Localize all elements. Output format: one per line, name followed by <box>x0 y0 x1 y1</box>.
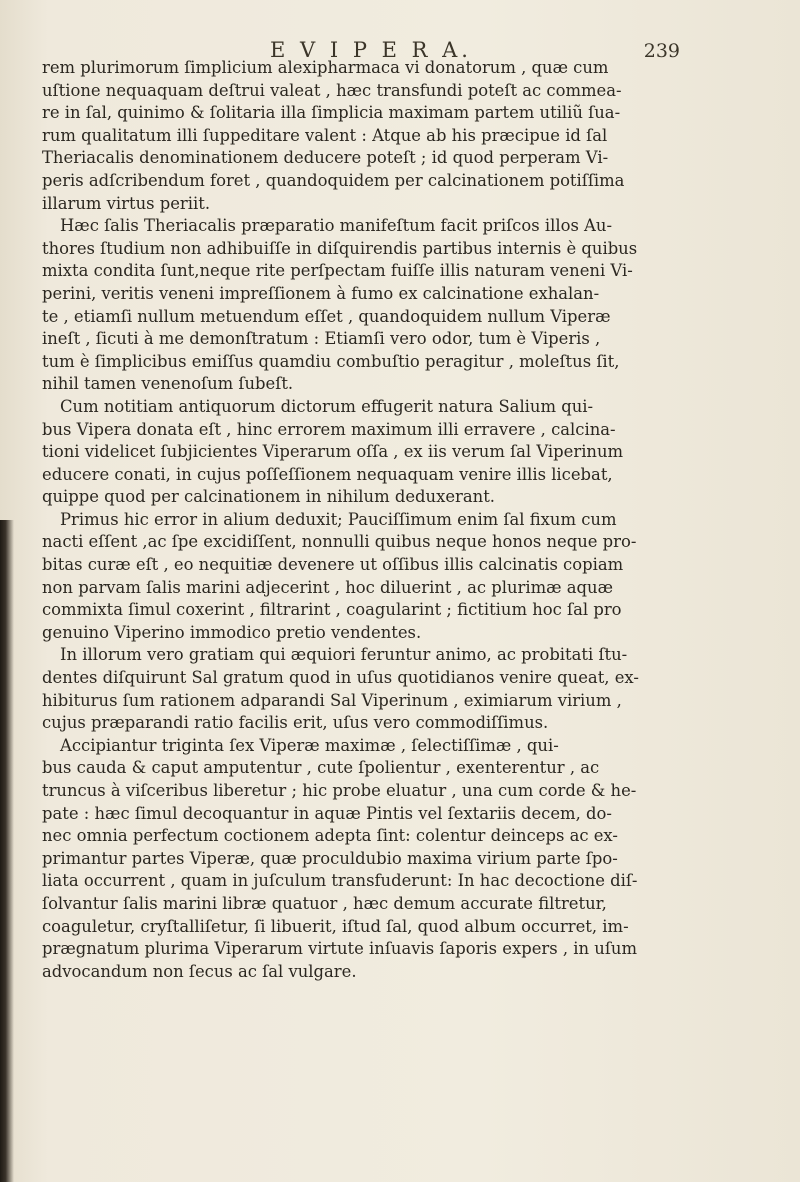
text-line: Cum notitiam antiquorum dictorum effugerit natura Salium qui- <box>60 396 594 416</box>
text-line: illarum virtus periit. <box>42 193 211 213</box>
text-line: non parvam ſalis marini adjecerint , hoc diluerint , ac plurimæ aquæ <box>42 577 614 597</box>
text-line: tum è ſimplicibus emiſſus quamdiu combuſtio peragitur , moleſtus ſit, <box>42 351 620 371</box>
text-body <box>42 57 682 983</box>
text-line: rem plurimorum ſimplicium alexipharmaca vi donatorum , quæ cum <box>42 58 609 77</box>
text-line: Hæc ſalis Theriacalis præparatio manifeſtum facit priſcos illos Au- <box>60 216 612 236</box>
text-line: truncus à viſceribus liberetur ; hic probe eluatur , una cum corde & he- <box>42 781 637 800</box>
text-line: tioni videlicet ſubjicientes Viperarum oſſa , ex iis verum ſal Viperinum <box>42 442 624 462</box>
text-line: commixta ſimul coxerint , filtrarint , coagularint ; fictitium hoc ſal pro <box>42 600 622 620</box>
text-line: te , etiamſi nullum metuendum eſſet , quandoquidem nullum Viperæ <box>42 306 611 326</box>
text-line: bus Vipera donata eſt , hinc errorem maximum illi erravere , calcina- <box>42 419 616 439</box>
text-line: dentes diſquirunt Sal gratum quod in uſus quotidianos venire queat, ex- <box>42 668 639 688</box>
text-line: re in ſal, quinimo & ſolitaria illa ſimplicia maximam partem utiliũ ſua- <box>42 103 621 123</box>
text-line: Accipiantur triginta ſex Viperæ maximæ , ſelectiſſimæ , qui- <box>60 735 559 755</box>
text-line: thores ſtudium non adhibuiſſe in diſquirendis partibus internis è quibus <box>42 238 638 258</box>
text-line: liata occurrent , quam in juſculum transfuderunt: In hac decoctione diſ- <box>42 871 638 891</box>
text-line: Theriacalis denominationem deducere poteſt ; id quod perperam Vi- <box>42 148 609 168</box>
text-line: prægnatum plurima Viperarum virtute inſuavis ſaporis expers , in uſum <box>42 939 638 959</box>
running-head: E V I P E R A. <box>270 38 472 62</box>
text-line: mixta condita ſunt,neque rite perſpectam fuiſſe illis naturam veneni Vi- <box>42 261 633 281</box>
text-line: quippe quod per calcinationem in nihilum deduxerant. <box>42 487 495 507</box>
page-number: 239 <box>643 40 680 62</box>
text-line: bitas curæ eſt , eo nequitiæ devenere ut oſſibus illis calcinatis copiam <box>42 555 624 575</box>
text-line: hibiturus ſum rationem adparandi Sal Viperinum , eximiarum virium , <box>42 690 622 710</box>
text-line: Primus hic error in alium deduxit; Pauciſſimum enim ſal fixum cum <box>60 509 617 529</box>
text-line: genuino Viperino immodico pretio vendentes. <box>42 622 422 642</box>
text-line: nec omnia perfectum coctionem adepta ſint: colentur deinceps ac ex- <box>42 826 618 846</box>
text-line: educere conati, in cujus poſſeſſionem nequaquam venire illis licebat, <box>42 464 613 484</box>
text-line: ineſt , ſicuti à me demonſtratum : Etiamſi vero odor, tum è Viperis , <box>42 329 601 349</box>
text-line: perini, veritis veneni impreſſionem à fumo ex calcinatione exhalan- <box>42 283 600 303</box>
text-line: peris adſcribendum foret , quandoquidem per calcinationem potiſſima <box>42 170 625 190</box>
text-line: ſolvantur ſalis marini libræ quatuor , hæc demum accurate filtretur, <box>42 893 607 913</box>
text-line: advocandum non ſecus ac ſal vulgare. <box>42 961 357 981</box>
text-line: rum qualitatum illi ſuppeditare valent : Atque ab his præcipue id ſal <box>42 125 608 145</box>
text-line: cujus præparandi ratio facilis erit, uſus vero commodiſſimus. <box>42 713 549 733</box>
text-line: In illorum vero gratiam qui æquiori feruntur animo, ac probitati ſtu- <box>60 645 628 665</box>
text-line: nihil tamen venenoſum ſubeſt. <box>42 374 294 394</box>
text-line: coaguletur, cryſtalliſetur, ſi libuerit, iſtud ſal, quod album occurret, im- <box>42 916 629 936</box>
text-line: uſtione nequaquam deſtrui valeat , hæc transfundi poteſt ac commea- <box>42 80 622 100</box>
binding-shadow <box>0 520 14 1182</box>
text-line: nacti eſſent ,ac ſpe excidiſſent, nonnulli quibus neque honos neque pro- <box>42 532 637 552</box>
text-line: pate : hæc ſimul decoquantur in aquæ Pintis vel ſextariis decem, do- <box>42 803 612 823</box>
text-line: primantur partes Viperæ, quæ proculdubio maxima virium parte ſpo- <box>42 848 618 868</box>
text-line: bus cauda & caput amputentur , cute ſpolientur , exenterentur , ac <box>42 758 600 778</box>
